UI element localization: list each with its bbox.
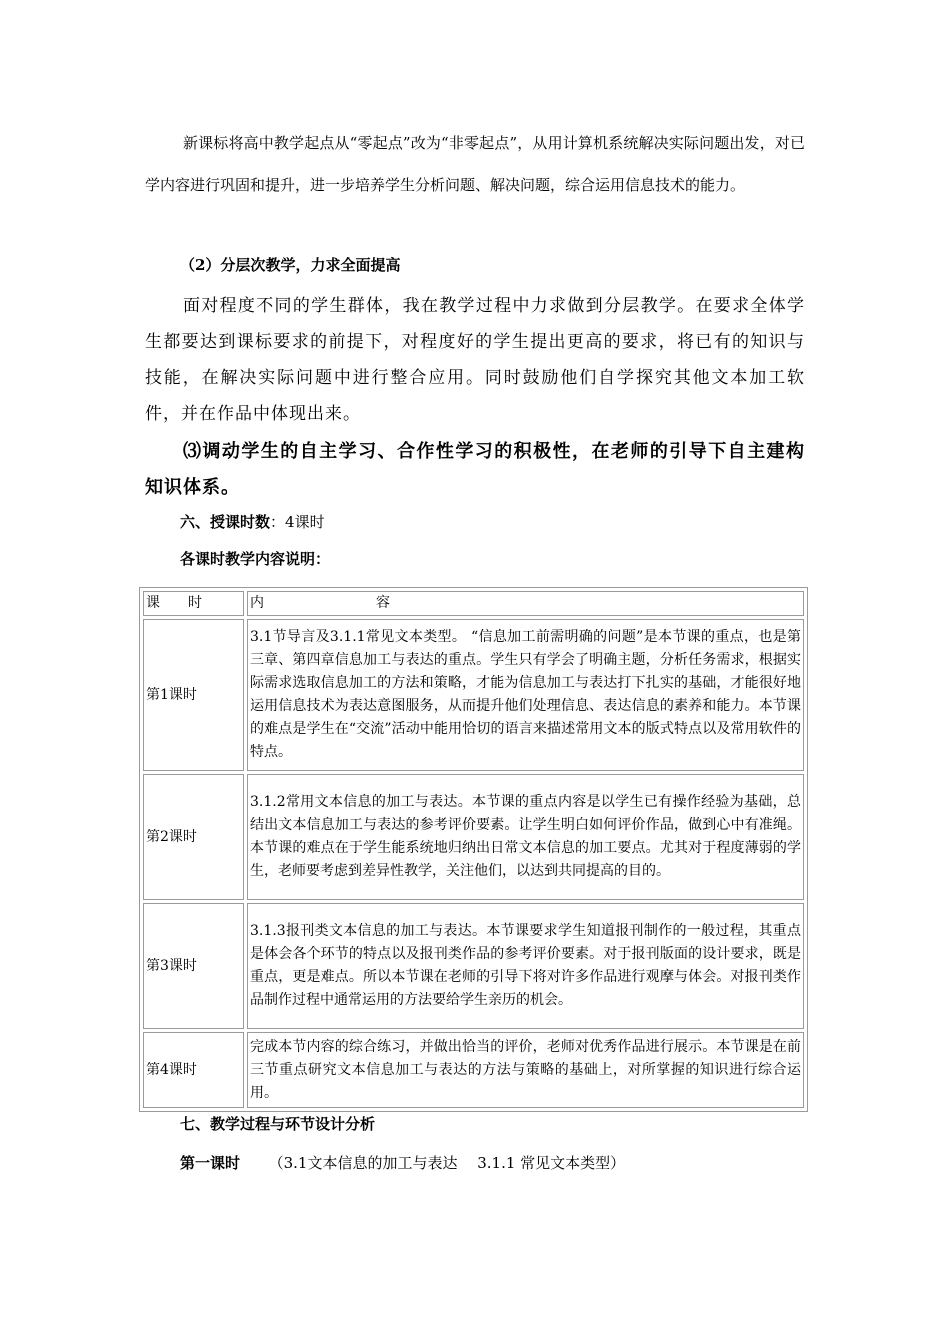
section-6-colon: ：	[270, 513, 286, 531]
table-row	[143, 774, 804, 900]
lesson-1-title: 第一课时	[180, 1154, 241, 1172]
content-cell: 3.1节导言及3.1.1常见文本类型。 “信息加工前需明确的问题”是本节课的重点，也是第三章、第四章信息加工与表达的重点。学生只有学会了明确主题，分析任务需求，根据实际需求选取信息加工的方法和策略，才能为信息加工与表达打下扎实的基础，才能很好地运用信息技术为表达意图服务，从而提升他们处理信息、表达信息的素养和能力。本节课的难点是学生在“交流”活动中能用恰切的语言来描述常用文本的版式特点以及常用软件的特点。	[247, 619, 804, 771]
lesson-plan-table	[139, 587, 808, 1112]
header-content: 内 容	[247, 591, 804, 616]
lesson-cell: 第1课时	[143, 619, 244, 771]
table-caption: 各课时教学内容说明：	[180, 550, 331, 568]
content-cell: 3.1.2常用文本信息的加工与表达。本节课的重点内容是以学生已有操作经验为基础，总结出文本信息加工与表达的参考评价要素。让学生明白如何评价作品，做到心中有准绳。本节课的难点在于学生能系统地归纳出日常文本信息的加工要点。尤其对于程度薄弱的学生，老师要考虑到差异性教学，关注他们，以达到共同提高的目的。	[247, 774, 804, 900]
subsection-3-heading: ⑶调动学生的自主学习、合作性学习的积极性，在老师的引导下自主建构知识体系。	[145, 441, 805, 498]
lesson-cell: 第4课时	[143, 1032, 244, 1108]
lesson-1-line	[180, 1150, 840, 1176]
section-6-line	[180, 509, 840, 535]
section-7-heading: 七、教学过程与环节设计分析	[180, 1115, 376, 1133]
table-row	[143, 619, 804, 771]
lesson-cell: 第2课时	[143, 774, 244, 900]
section-6-value: 4课时	[285, 513, 325, 531]
table-row	[143, 1032, 804, 1108]
subsection-2-heading: （2）分层次教学，力求全面提高	[180, 256, 401, 274]
intro-paragraph: 新课标将高中教学起点从“零起点”改为“非零起点”，从用计算机系统解决实际问题出发，对已学内容进行巩固和提升，进一步培养学生分析问题、解决问题，综合运用信息技术的能力。	[145, 134, 805, 194]
content-cell: 3.1.3报刊类文本信息的加工与表达。本节课要求学生知道报刊制作的一般过程，其重点是体会各个环节的特点以及报刊类作品的参考评价要素。对于报刊版面的设计要求，既是重点，更是难点。所以本节课在老师的引导下将对许多作品进行观摩与体会。对报刊类作品制作过程中通常运用的方法要给学生亲历的机会。	[247, 903, 804, 1029]
header-lesson: 课 时	[143, 591, 244, 616]
content-cell: 完成本节内容的综合练习，并做出恰当的评价，老师对优秀作品进行展示。本节课是在前三节重点研究文本信息加工与表达的方法与策略的基础上，对所掌握的知识进行综合运用。	[247, 1032, 804, 1108]
section-6-heading: 六、授课时数	[180, 513, 271, 531]
lesson-cell: 第3课时	[143, 903, 244, 1029]
subsection-2-body: 面对程度不同的学生群体，我在教学过程中力求做到分层教学。在要求全体学生都要达到课标要求的前提下，对程度好的学生提出更高的要求，将已有的知识与技能，在解决实际问题中进行整合应用。同时鼓励他们自学探究其他文本加工软件，并在作品中体现出来。	[145, 296, 805, 424]
table-header-row	[143, 591, 804, 616]
table-row	[143, 903, 804, 1029]
lesson-1-detail: （3.1文本信息的加工与表达 3.1.1 常见文本类型）	[268, 1154, 626, 1172]
